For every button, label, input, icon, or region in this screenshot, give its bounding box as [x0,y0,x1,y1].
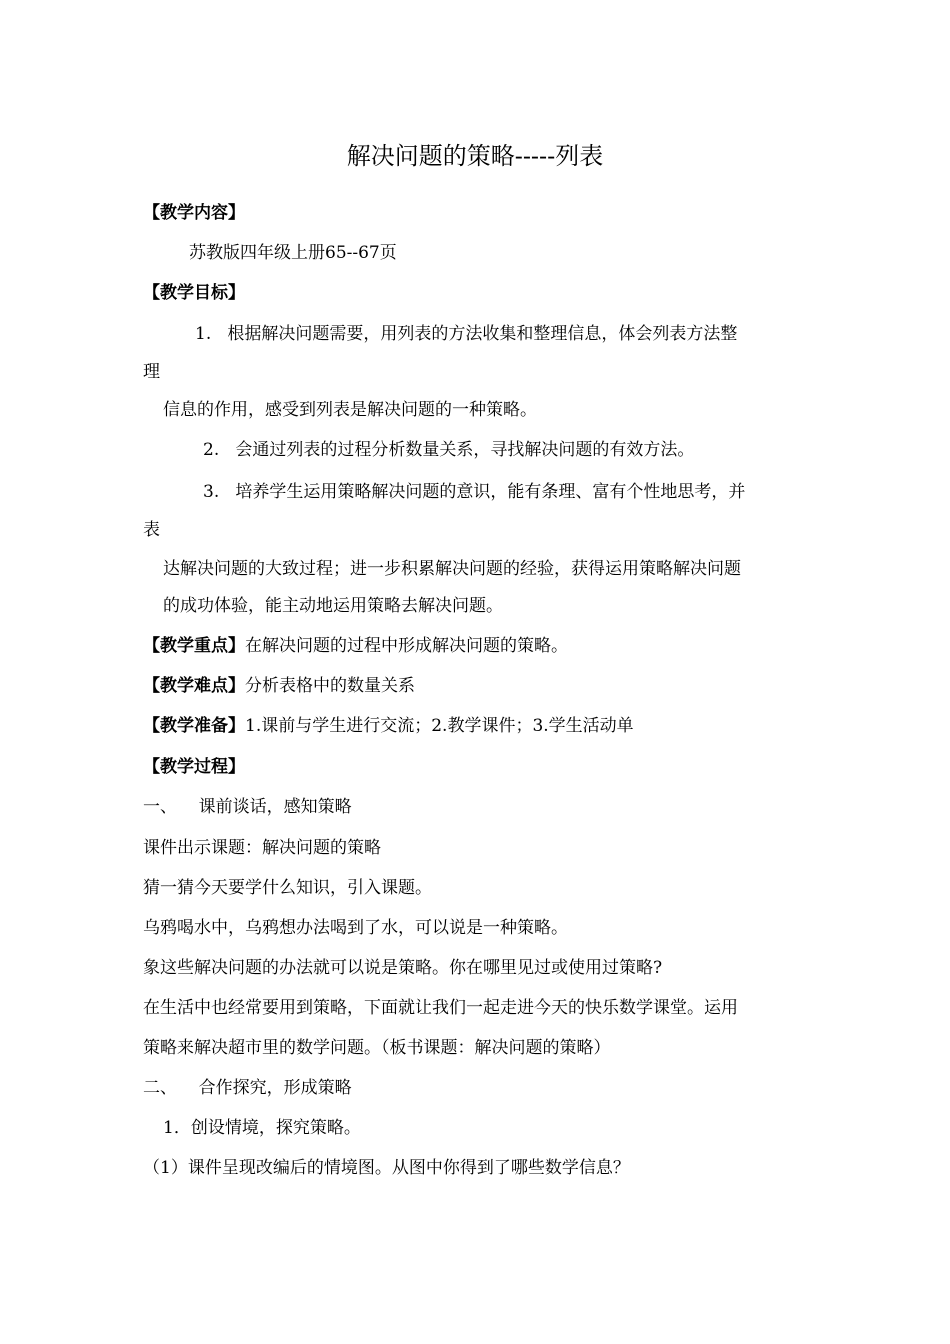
goal-3-line-2: 表 [143,520,160,540]
goals-heading: 【教学目标】 [143,283,245,303]
goal-3-line-3: 达解决问题的大致过程；进一步积累解决问题的经验，获得运用策略解决问题 [163,559,741,579]
difficulty-heading: 【教学难点】 [143,676,245,696]
content-heading: 【教学内容】 [143,203,245,223]
goal-2: 2. 会通过列表的过程分析数量关系，寻找解决问题的有效方法。 [203,440,695,460]
difficulty-text: 分析表格中的数量关系 [245,676,415,696]
process-line-1: 课件出示课题：解决问题的策略 [143,838,381,858]
preparation-text: 1.课前与学生进行交流；2.教学课件；3.学生活动单 [245,716,634,736]
key-point-heading: 【教学重点】 [143,636,245,656]
difficulty-row [143,674,415,698]
goal-3-line-1: 3. 培养学生运用策略解决问题的意识，能有条理、富有个性地思考，并 [203,482,746,502]
process-step-2: 二、 合作探究，形成策略 [143,1078,352,1098]
goal-1-line-3: 信息的作用，感受到列表是解决问题的一种策略。 [163,400,537,420]
process-sub-1: 1．创设情境，探究策略。 [163,1118,361,1138]
goal-3-line-4: 的成功体验，能主动地运用策略去解决问题。 [163,596,503,616]
key-point-text: 在解决问题的过程中形成解决问题的策略。 [245,636,568,656]
process-step-1: 一、 课前谈话，感知策略 [143,797,352,817]
process-line-4: 象这些解决问题的办法就可以说是策略。你在哪里见过或使用过策略? [143,958,663,978]
preparation-row [143,714,634,738]
goal-1-line-2: 理 [143,362,160,382]
goal-1-line-1: 1. 根据解决问题需要，用列表的方法收集和整理信息，体会列表方法整 [195,324,738,344]
preparation-heading: 【教学准备】 [143,716,245,736]
process-heading: 【教学过程】 [143,757,245,777]
process-line-5: 在生活中也经常要用到策略，下面就让我们一起走进今天的快乐数学课堂。运用 [143,998,738,1018]
process-sub-1a: （1）课件呈现改编后的情境图。从图中你得到了哪些数学信息？ [143,1158,630,1178]
process-line-6: 策略来解决超市里的数学问题。（板书课题：解决问题的策略） [143,1038,611,1058]
process-line-2: 猜一猜今天要学什么知识，引入课题。 [143,878,432,898]
content-text: 苏教版四年级上册65--67页 [189,243,397,263]
key-point-row [143,634,568,658]
process-line-3: 乌鸦喝水中，乌鸦想办法喝到了水，可以说是一种策略。 [143,918,568,938]
document-title: 解决问题的策略-----列表 [346,142,604,170]
